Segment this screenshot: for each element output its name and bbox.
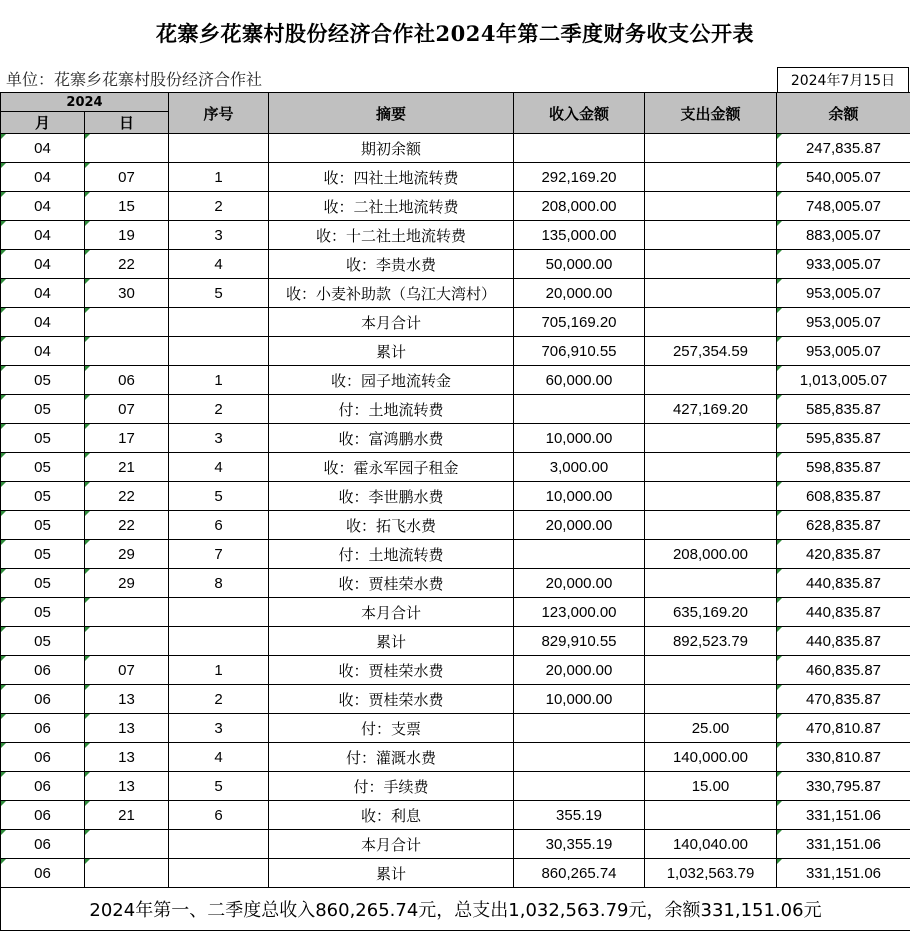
- table-row: [1, 337, 910, 366]
- cell-summary: 付：手续费: [269, 772, 514, 801]
- cell-seq: 1: [169, 366, 269, 395]
- table-row: [1, 134, 910, 163]
- cell-seq: 2: [169, 395, 269, 424]
- cell-balance: 330,810.87: [777, 743, 910, 772]
- cell-summary: 收：贾桂荣水费: [269, 685, 514, 714]
- cell-summary: 本月合计: [269, 830, 514, 859]
- cell-seq: [169, 337, 269, 366]
- cell-summary: 付：土地流转费: [269, 540, 514, 569]
- cell-expense: [645, 308, 777, 337]
- cell-income: 135,000.00: [514, 221, 645, 250]
- table-row: [1, 221, 910, 250]
- cell-seq: 1: [169, 656, 269, 685]
- cell-month: 06: [1, 830, 85, 859]
- cell-income: 705,169.20: [514, 308, 645, 337]
- cell-summary: 收：李世鹏水费: [269, 482, 514, 511]
- cell-day: 29: [85, 569, 169, 598]
- cell-balance: 540,005.07: [777, 163, 910, 192]
- cell-balance: 460,835.87: [777, 656, 910, 685]
- cell-summary: 累计: [269, 337, 514, 366]
- cell-seq: 5: [169, 279, 269, 308]
- report-title: 花寨乡花寨村股份经济合作社2024年第二季度财务收支公开表: [0, 0, 910, 66]
- cell-seq: [169, 859, 269, 888]
- cell-month: 05: [1, 366, 85, 395]
- cell-income: 50,000.00: [514, 250, 645, 279]
- cell-balance: 470,835.87: [777, 685, 910, 714]
- table-row: [1, 453, 910, 482]
- cell-month: 06: [1, 714, 85, 743]
- cell-income: 10,000.00: [514, 482, 645, 511]
- cell-seq: 3: [169, 424, 269, 453]
- ledger-table: [0, 92, 910, 931]
- table-row: [1, 627, 910, 656]
- cell-income: 829,910.55: [514, 627, 645, 656]
- cell-month: 05: [1, 424, 85, 453]
- cell-month: 05: [1, 569, 85, 598]
- cell-summary: 收：二社土地流转费: [269, 192, 514, 221]
- cell-seq: 4: [169, 453, 269, 482]
- cell-summary: 付：土地流转费: [269, 395, 514, 424]
- cell-day: 13: [85, 743, 169, 772]
- cell-expense: [645, 279, 777, 308]
- table-row: [1, 424, 910, 453]
- cell-expense: [645, 511, 777, 540]
- cell-month: 05: [1, 598, 85, 627]
- header-day: 日: [85, 112, 169, 134]
- cell-day: 21: [85, 801, 169, 830]
- table-row: [1, 250, 910, 279]
- cell-income: 60,000.00: [514, 366, 645, 395]
- cell-balance: 953,005.07: [777, 337, 910, 366]
- cell-day: 07: [85, 395, 169, 424]
- cell-expense: 140,040.00: [645, 830, 777, 859]
- cell-summary: 付：灌溉水费: [269, 743, 514, 772]
- header-seq: 序号: [169, 93, 269, 134]
- cell-day: [85, 830, 169, 859]
- cell-seq: 3: [169, 221, 269, 250]
- cell-summary: 累计: [269, 627, 514, 656]
- cell-day: 29: [85, 540, 169, 569]
- cell-balance: 595,835.87: [777, 424, 910, 453]
- table-row: [1, 163, 910, 192]
- cell-balance: 608,835.87: [777, 482, 910, 511]
- header-month: 月: [1, 112, 85, 134]
- cell-day: 17: [85, 424, 169, 453]
- cell-balance: 953,005.07: [777, 308, 910, 337]
- cell-day: 13: [85, 714, 169, 743]
- cell-income: 123,000.00: [514, 598, 645, 627]
- cell-seq: 1: [169, 163, 269, 192]
- cell-month: 06: [1, 743, 85, 772]
- cell-expense: [645, 250, 777, 279]
- cell-month: 06: [1, 772, 85, 801]
- cell-expense: [645, 366, 777, 395]
- cell-seq: 3: [169, 714, 269, 743]
- table-row: [1, 743, 910, 772]
- header-income: 收入金额: [514, 93, 645, 134]
- cell-month: 04: [1, 192, 85, 221]
- cell-day: [85, 134, 169, 163]
- cell-seq: 4: [169, 743, 269, 772]
- cell-expense: [645, 685, 777, 714]
- cell-day: 19: [85, 221, 169, 250]
- cell-summary: 期初余额: [269, 134, 514, 163]
- cell-balance: 247,835.87: [777, 134, 910, 163]
- cell-seq: 5: [169, 772, 269, 801]
- cell-balance: 748,005.07: [777, 192, 910, 221]
- ledger-header: [1, 93, 910, 134]
- cell-expense: 15.00: [645, 772, 777, 801]
- cell-day: 15: [85, 192, 169, 221]
- cell-balance: 331,151.06: [777, 801, 910, 830]
- cell-expense: [645, 134, 777, 163]
- cell-balance: 933,005.07: [777, 250, 910, 279]
- cell-expense: [645, 424, 777, 453]
- report-date: 2024年7月15日: [777, 67, 909, 92]
- cell-summary: 收：拓飞水费: [269, 511, 514, 540]
- cell-income: [514, 134, 645, 163]
- cell-summary: 付：支票: [269, 714, 514, 743]
- cell-summary: 收：贾桂荣水费: [269, 656, 514, 685]
- table-row: [1, 279, 910, 308]
- table-row: [1, 714, 910, 743]
- cell-day: 22: [85, 482, 169, 511]
- cell-summary: 收：利息: [269, 801, 514, 830]
- cell-income: [514, 743, 645, 772]
- cell-balance: 440,835.87: [777, 569, 910, 598]
- cell-seq: 2: [169, 192, 269, 221]
- table-row: [1, 685, 910, 714]
- cell-income: [514, 540, 645, 569]
- cell-balance: 470,810.87: [777, 714, 910, 743]
- cell-balance: 330,795.87: [777, 772, 910, 801]
- cell-income: 20,000.00: [514, 656, 645, 685]
- cell-summary: 本月合计: [269, 598, 514, 627]
- cell-expense: [645, 482, 777, 511]
- cell-expense: [645, 453, 777, 482]
- cell-seq: 5: [169, 482, 269, 511]
- cell-income: [514, 772, 645, 801]
- cell-month: 06: [1, 801, 85, 830]
- cell-income: 20,000.00: [514, 569, 645, 598]
- cell-day: [85, 308, 169, 337]
- cell-expense: 427,169.20: [645, 395, 777, 424]
- cell-income: [514, 714, 645, 743]
- cell-month: 04: [1, 250, 85, 279]
- cell-summary: 累计: [269, 859, 514, 888]
- cell-day: [85, 337, 169, 366]
- header-year: 2024: [1, 93, 169, 112]
- table-row: [1, 569, 910, 598]
- cell-balance: 883,005.07: [777, 221, 910, 250]
- cell-income: 355.19: [514, 801, 645, 830]
- cell-month: 04: [1, 221, 85, 250]
- cell-day: 22: [85, 250, 169, 279]
- cell-seq: 6: [169, 511, 269, 540]
- cell-month: 04: [1, 337, 85, 366]
- cell-day: 07: [85, 163, 169, 192]
- cell-summary: 收：园子地流转金: [269, 366, 514, 395]
- table-row: [1, 511, 910, 540]
- cell-summary: 收：李贵水费: [269, 250, 514, 279]
- cell-month: 06: [1, 859, 85, 888]
- cell-summary: 收：霍永军园子租金: [269, 453, 514, 482]
- cell-expense: 1,032,563.79: [645, 859, 777, 888]
- header-expense: 支出金额: [645, 93, 777, 134]
- cell-income: 20,000.00: [514, 511, 645, 540]
- cell-seq: [169, 598, 269, 627]
- cell-day: [85, 627, 169, 656]
- table-row: [1, 308, 910, 337]
- cell-day: 06: [85, 366, 169, 395]
- cell-seq: 8: [169, 569, 269, 598]
- cell-summary: 本月合计: [269, 308, 514, 337]
- cell-balance: 598,835.87: [777, 453, 910, 482]
- cell-expense: 25.00: [645, 714, 777, 743]
- cell-day: 30: [85, 279, 169, 308]
- cell-seq: 7: [169, 540, 269, 569]
- cell-expense: 892,523.79: [645, 627, 777, 656]
- cell-day: [85, 859, 169, 888]
- cell-income: 208,000.00: [514, 192, 645, 221]
- cell-month: 05: [1, 540, 85, 569]
- cell-expense: [645, 163, 777, 192]
- cell-income: 10,000.00: [514, 424, 645, 453]
- cell-day: 13: [85, 685, 169, 714]
- cell-income: 292,169.20: [514, 163, 645, 192]
- table-row: [1, 366, 910, 395]
- cell-month: 04: [1, 279, 85, 308]
- cell-summary: 收：富鸿鹏水费: [269, 424, 514, 453]
- cell-balance: 628,835.87: [777, 511, 910, 540]
- table-row: [1, 540, 910, 569]
- cell-expense: 140,000.00: [645, 743, 777, 772]
- cell-income: 3,000.00: [514, 453, 645, 482]
- cell-seq: 4: [169, 250, 269, 279]
- cell-seq: 6: [169, 801, 269, 830]
- cell-balance: 331,151.06: [777, 859, 910, 888]
- cell-expense: [645, 801, 777, 830]
- cell-day: 07: [85, 656, 169, 685]
- cell-summary: 收：贾桂荣水费: [269, 569, 514, 598]
- cell-month: 05: [1, 511, 85, 540]
- cell-income: 20,000.00: [514, 279, 645, 308]
- cell-expense: 635,169.20: [645, 598, 777, 627]
- cell-summary: 收：小麦补助款（乌江大湾村）: [269, 279, 514, 308]
- cell-expense: [645, 221, 777, 250]
- cell-month: 05: [1, 395, 85, 424]
- cell-balance: 1,013,005.07: [777, 366, 910, 395]
- cell-income: 706,910.55: [514, 337, 645, 366]
- cell-expense: [645, 192, 777, 221]
- cell-balance: 440,835.87: [777, 598, 910, 627]
- cell-seq: [169, 134, 269, 163]
- table-row: [1, 656, 910, 685]
- cell-income: [514, 395, 645, 424]
- cell-seq: 2: [169, 685, 269, 714]
- header-balance: 余额: [777, 93, 910, 134]
- cell-month: 05: [1, 453, 85, 482]
- table-row: [1, 772, 910, 801]
- cell-expense: [645, 656, 777, 685]
- header-summary: 摘要: [269, 93, 514, 134]
- table-row: [1, 192, 910, 221]
- cell-month: 04: [1, 163, 85, 192]
- cell-day: [85, 598, 169, 627]
- cell-month: 05: [1, 482, 85, 511]
- cell-month: 05: [1, 627, 85, 656]
- cell-month: 06: [1, 656, 85, 685]
- cell-seq: [169, 830, 269, 859]
- cell-summary: 收：四社土地流转费: [269, 163, 514, 192]
- cell-income: 30,355.19: [514, 830, 645, 859]
- table-row: [1, 801, 910, 830]
- cell-summary: 收：十二社土地流转费: [269, 221, 514, 250]
- cell-balance: 331,151.06: [777, 830, 910, 859]
- cell-day: 21: [85, 453, 169, 482]
- cell-month: 04: [1, 134, 85, 163]
- cell-income: 860,265.74: [514, 859, 645, 888]
- ledger-body: [1, 134, 910, 888]
- cell-expense: 257,354.59: [645, 337, 777, 366]
- cell-day: 22: [85, 511, 169, 540]
- table-row: [1, 598, 910, 627]
- cell-balance: 953,005.07: [777, 279, 910, 308]
- cell-month: 04: [1, 308, 85, 337]
- cell-balance: 420,835.87: [777, 540, 910, 569]
- cell-balance: 440,835.87: [777, 627, 910, 656]
- table-row: [1, 482, 910, 511]
- unit-label: 单位：花寨乡花寨村股份经济合作社: [6, 68, 262, 92]
- cell-expense: 208,000.00: [645, 540, 777, 569]
- cell-seq: [169, 627, 269, 656]
- cell-day: 13: [85, 772, 169, 801]
- table-row: [1, 830, 910, 859]
- cell-seq: [169, 308, 269, 337]
- table-row: [1, 859, 910, 888]
- cell-expense: [645, 569, 777, 598]
- footer-summary: 2024年第一、二季度总收入860,265.74元，总支出1,032,563.79元，余额331,151.06元: [1, 888, 910, 931]
- table-row: [1, 395, 910, 424]
- cell-income: 10,000.00: [514, 685, 645, 714]
- cell-balance: 585,835.87: [777, 395, 910, 424]
- cell-month: 06: [1, 685, 85, 714]
